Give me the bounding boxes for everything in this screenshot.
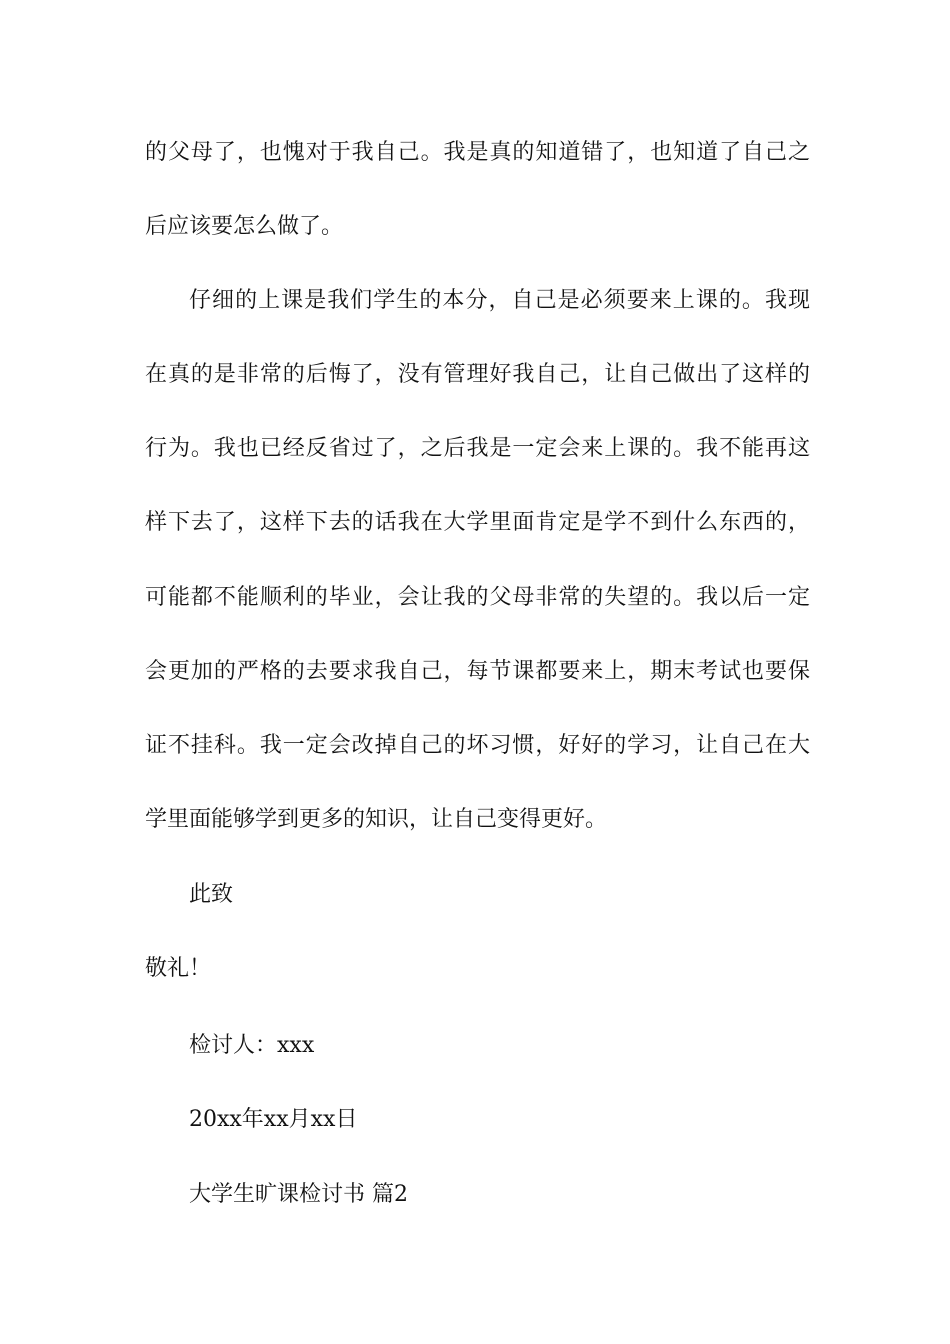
paragraph-2-line-6: 会更加的严格的去要求我自己，每节课都要来上，期末考试也要保: [145, 659, 810, 684]
paragraph-2-line-1: 仔细的上课是我们学生的本分，自己是必须要来上课的。我现: [189, 288, 810, 313]
paragraph-2-line-3: 行为。我也已经反省过了，之后我是一定会来上课的。我不能再这: [145, 436, 810, 461]
signature: 检讨人：xxx: [189, 1033, 315, 1058]
paragraph-2-line-5: 可能都不能顺利的毕业，会让我的父母非常的失望的。我以后一定: [145, 585, 810, 610]
paragraph-2-line-2: 在真的是非常的后悔了，没有管理好我自己，让自己做出了这样的: [145, 362, 810, 387]
paragraph-2-line-4: 样下去了，这样下去的话我在大学里面肯定是学不到什么东西的，: [145, 510, 810, 535]
paragraph-1-line-1: 的父母了，也愧对于我自己。我是真的知道错了，也知道了自己之: [145, 140, 810, 165]
next-section-title: 大学生旷课检讨书 篇2: [189, 1182, 408, 1207]
date: 20xx年xx月xx日: [189, 1107, 358, 1132]
paragraph-2-line-8: 学里面能够学到更多的知识，让自己变得更好。: [145, 807, 608, 832]
closing-salutation: 此致: [189, 882, 234, 907]
paragraph-2-line-7: 证不挂科。我一定会改掉自己的坏习惯，好好的学习，让自己在大: [145, 733, 810, 758]
paragraph-1-line-2: 后应该要怎么做了。: [145, 214, 344, 239]
closing-respect: 敬礼！: [145, 956, 212, 981]
